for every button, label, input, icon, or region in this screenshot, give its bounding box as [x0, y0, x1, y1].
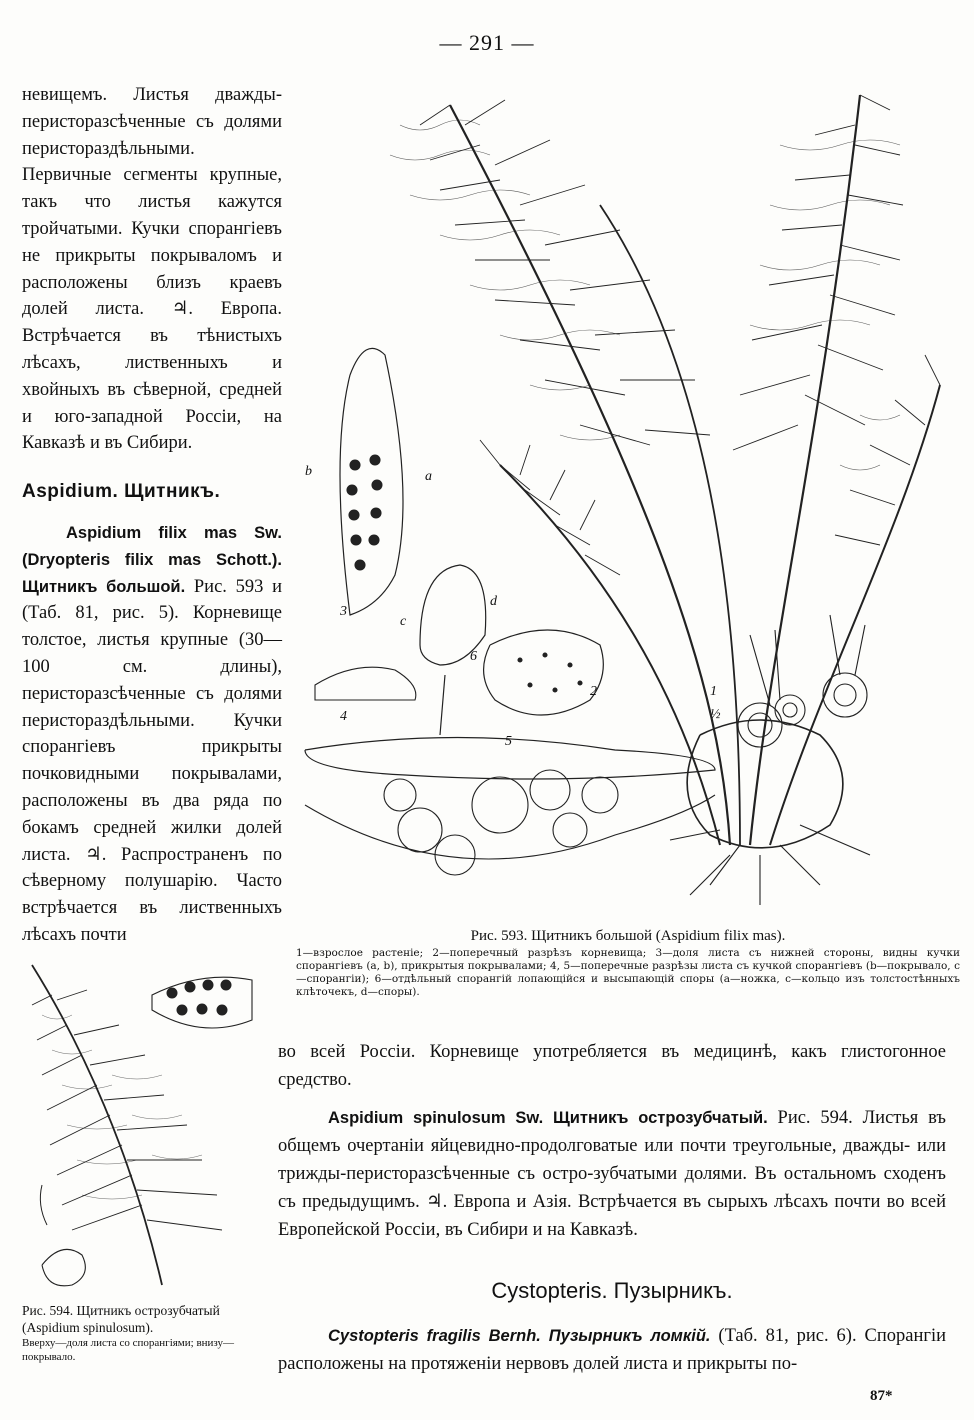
fig593-label-1: 1: [710, 684, 717, 699]
right-column-text: [278, 1038, 946, 1244]
paragraph-spinulosum: [278, 1104, 946, 1244]
figure-594-illustration: [22, 955, 272, 1300]
left-column-text: [22, 82, 282, 949]
fragilis-description: (Таб. 81, рис. 6). Спорангіи расположены на протяженіи нервовъ долей листа и прикрыты по-: [278, 1326, 946, 1374]
paragraph-osmunda-end: невищемъ. Листья дважды-перисторазсѣченные съ долями перистораздѣльными. Первичные сегменты крупные, такъ что листья кажутся тройчатыми. Кучки спорангіевъ не прикрыты покрываломъ и расположены близъ краевъ долей листа. ♃. Европа. Встрѣчается въ тѣнистыхъ лѣсахъ, лиственныхъ и хвойныхъ въ сѣверной, средней и юго-западной Россіи, на Кавказѣ и въ Сибири.: [22, 85, 282, 454]
fig593-label-a: a: [425, 469, 432, 484]
figure-593-caption: [296, 928, 960, 999]
figure-593-legend: 1—взрослое растеніе; 2—поперечный разрѣзъ корневища; 3—доля листа съ нижней стороны, видны кучки спорангіевъ (a, b), прикрытыя покрывалами; 4, 5—поперечные разрѣзы листа съ кучкой спорангіевъ (b—покрывало, c—спорангіи); 6—отдѣльный спорангій лопающійся и высыпающій споры (a—ножка, c—кольцо изъ толстостѣнныхъ клѣточекъ, d—споры).: [296, 947, 960, 998]
paragraph-cystopteris-fragilis: [278, 1322, 946, 1378]
paragraph-filix-mas-end: во всей Россіи. Корневище употребляется въ медицинѣ, какъ глистогонное средство.: [278, 1042, 946, 1090]
figure-594-title: Рис. 594. Щитникъ острозубчатый (Aspidium spinulosum).: [22, 1303, 220, 1335]
fig593-label-b: b: [305, 464, 312, 479]
fig593-label-d: d: [490, 594, 497, 609]
genus-heading-cystopteris: Cystopteris. Пузырникъ.: [491, 1278, 733, 1303]
species-name-spinulosum: Aspidium spinulosum Sw. Щитникъ острозубчатый.: [328, 1109, 768, 1127]
signature-mark: 87*: [870, 1388, 893, 1404]
fig593-label-c: c: [400, 614, 407, 629]
figure-593-illustration: [300, 85, 950, 915]
figure-594-caption: [22, 1302, 278, 1364]
page-number: — 291 —: [439, 30, 535, 55]
paragraph-filix-mas: [22, 520, 282, 949]
spinulosum-description: Рис. 594. Листья въ общемъ очертаніи яйцевидно-продолговатые или почти треугольные, дважды- или трижды-перисторазсѣченные съ остро-зубчатыми долями. Въ остальномъ сходенъ съ предыдущимъ. ♃. Европа и Азія. Встрѣчается въ сырыхъ лѣсахъ почти во всей Европейской Россіи, въ Сибири и на Кавказѣ.: [278, 1108, 946, 1240]
fig593-label-6: 6: [470, 649, 477, 664]
fig593-label-4: 4: [340, 709, 347, 724]
species-name-fragilis: Cystopteris fragilis Bernh. Пузырникъ ломкій.: [328, 1327, 711, 1345]
fig593-scale: ½: [710, 707, 721, 722]
figure-594-legend: Вверху—доля листа со спорангіями; внизу—покрывало.: [22, 1337, 235, 1363]
species-name-filix-mas: Aspidium filix mas Sw. (Dryopteris filix mas Schott.). Щитникъ большой.: [22, 523, 282, 596]
fig593-label-3: 3: [340, 604, 347, 619]
genus-heading-aspidium: Aspidium. Щитникъ.: [22, 481, 221, 503]
fig593-label-2: 2: [590, 684, 597, 699]
fig593-label-5: 5: [505, 734, 512, 749]
filix-mas-description: Рис. 593 и (Таб. 81, рис. 5). Корневище толстое, листья крупные (30—100 см. длины), перисторазсѣченные съ долями перистораздѣльными. Кучки спорангіевъ прикрыты почковидными покрывалами, расположены въ два ряда по бокамъ средней жилки долей листа. ♃. Распространенъ по сѣверному полушарію. Часто встрѣчается въ лиственныхъ лѣсахъ почти: [22, 576, 282, 945]
figure-593-title: Рис. 593. Щитникъ большой (Aspidium filix mas).: [470, 928, 786, 944]
